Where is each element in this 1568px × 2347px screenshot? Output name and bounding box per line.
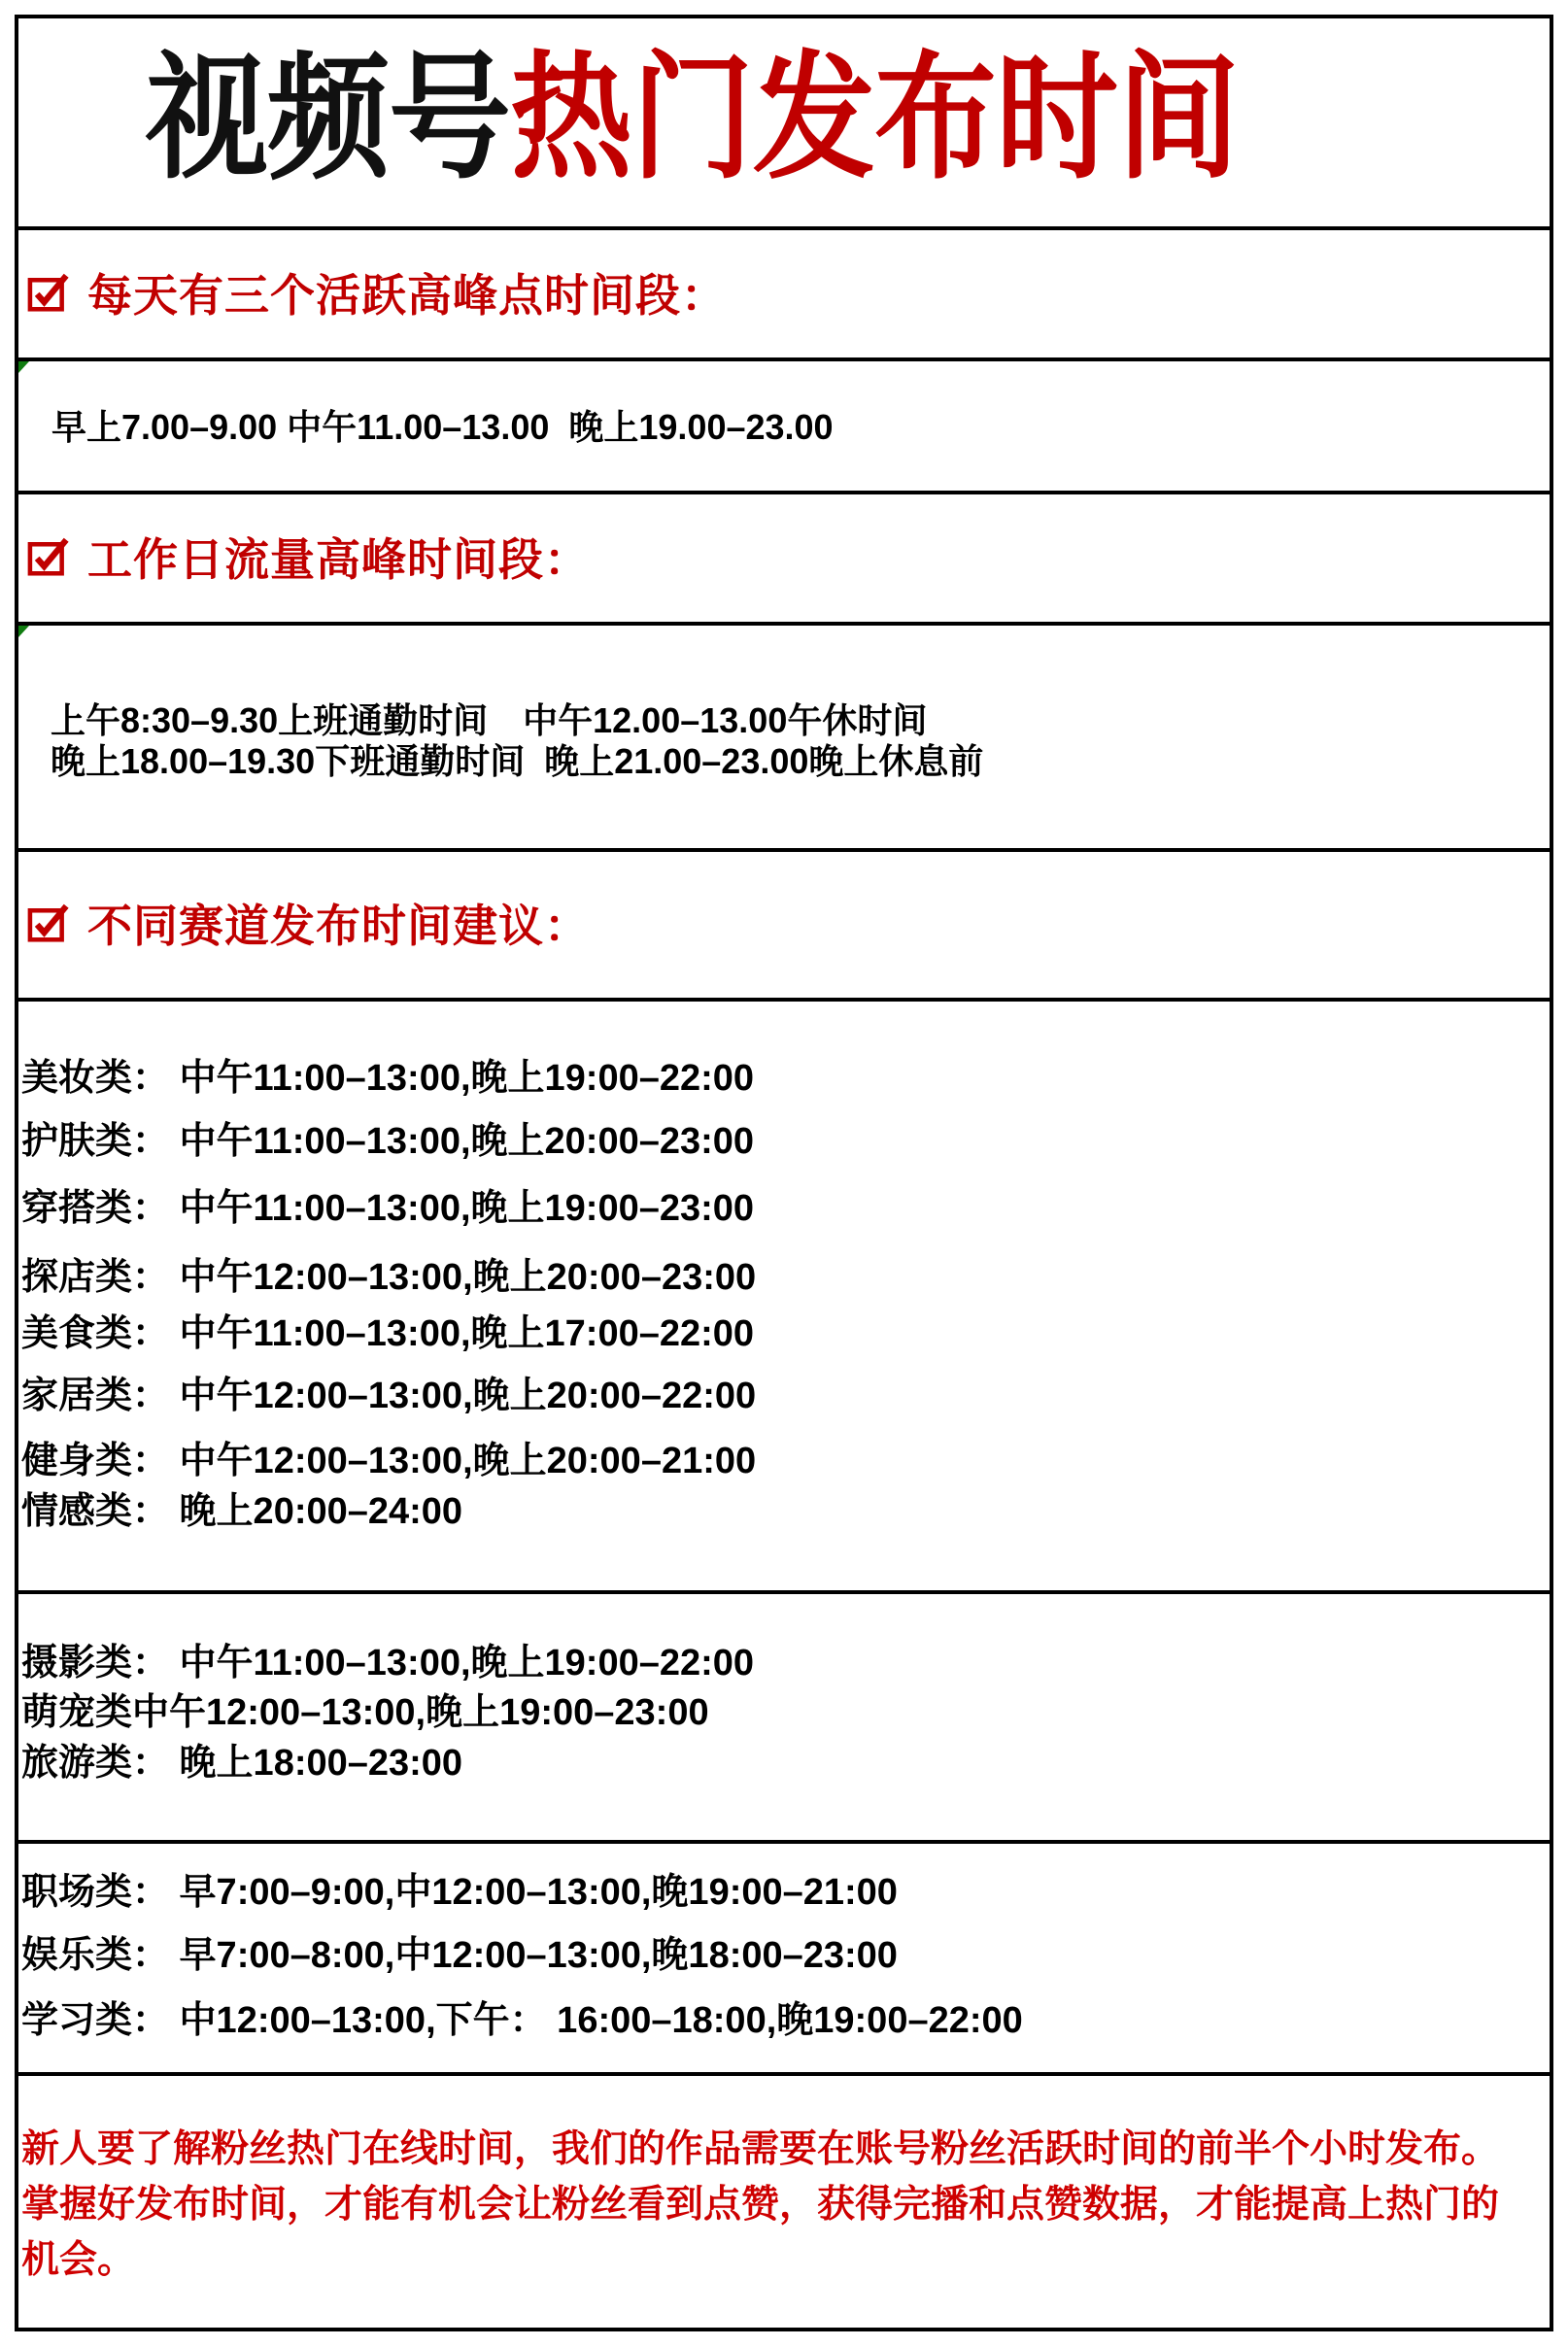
category-line: 穿搭类： 中午11:00–13:00,晚上19:00–23:00 (21, 1188, 755, 1229)
heading-label: 不同赛道发布时间建议： (87, 901, 590, 951)
category-line: 职场类： 早7:00–9:00,中12:00–13:00,晚19:00–21:00 (21, 1872, 898, 1913)
daily-peaks-text: 早上7.00–9.00 中午11.00–13.00 晚上19.00–23.00 (51, 407, 834, 447)
footer-note-line: 掌握好发布时间，才能有机会让粉丝看到点赞，获得完播和点赞数据，才能提高上热门的 (21, 2184, 1500, 2226)
category-group-1 (18, 998, 1550, 1590)
checked-checkbox-icon (27, 903, 70, 942)
category-group-2 (18, 1590, 1550, 1840)
heading-daily-peaks (18, 226, 1550, 357)
category-line: 健身类： 中午12:00–13:00,晚上20:00–21:00 (21, 1441, 757, 1481)
document-frame (15, 15, 1553, 2331)
workday-peaks-line: 晚上18.00–19.30下班通勤时间 晚上21.00–23.00晚上休息前 (51, 741, 984, 781)
heading-track-suggestions (18, 848, 1550, 998)
heading-label: 工作日流量高峰时间段： (87, 533, 590, 585)
category-line: 旅游类： 晚上18:00–23:00 (21, 1743, 463, 1784)
daily-peaks-row (18, 357, 1550, 491)
category-line: 娱乐类： 早7:00–8:00,中12:00–13:00,晚18:00–23:00 (21, 1935, 898, 1976)
category-line: 护肤类： 中午11:00–13:00,晚上20:00–23:00 (21, 1121, 755, 1162)
title-black-segment: 视频号 (146, 41, 510, 195)
footer-note-row (18, 2072, 1550, 2326)
workday-peaks-row (18, 622, 1550, 848)
checked-checkbox-icon (27, 537, 70, 576)
page-title (146, 41, 1239, 195)
title-row (18, 18, 1550, 226)
category-line: 摄影类： 中午11:00–13:00,晚上19:00–22:00 (21, 1643, 755, 1684)
workday-peaks-line: 上午8:30–9.30上班通勤时间 中午12.00–13.00午休时间 (51, 700, 928, 740)
heading-label: 每天有三个活跃高峰点时间段： (87, 269, 727, 321)
category-line: 美妆类： 中午11:00–13:00,晚上19:00–22:00 (21, 1058, 755, 1099)
category-line: 家居类： 中午12:00–13:00,晚上20:00–22:00 (21, 1376, 757, 1416)
title-red-segment: 热门发布时间 (510, 41, 1239, 195)
category-line: 学习类： 中12:00–13:00,下午： 16:00–18:00,晚19:00–22:00 (21, 2000, 1023, 2041)
category-group-3 (18, 1840, 1550, 2072)
footer-note-line: 新人要了解粉丝热门在线时间，我们的作品需要在账号粉丝活跃时间的前半个小时发布。 (21, 2128, 1500, 2170)
checked-checkbox-icon (27, 273, 70, 312)
category-line: 萌宠类中午12:00–13:00,晚上19:00–23:00 (21, 1692, 709, 1733)
heading-workday-peaks (18, 491, 1550, 622)
footer-note-line: 机会。 (21, 2239, 136, 2281)
category-line: 探店类： 中午12:00–13:00,晚上20:00–23:00 (21, 1257, 757, 1298)
category-line: 情感类： 晚上20:00–24:00 (21, 1491, 463, 1532)
category-line: 美食类： 中午11:00–13:00,晚上17:00–22:00 (21, 1313, 755, 1354)
